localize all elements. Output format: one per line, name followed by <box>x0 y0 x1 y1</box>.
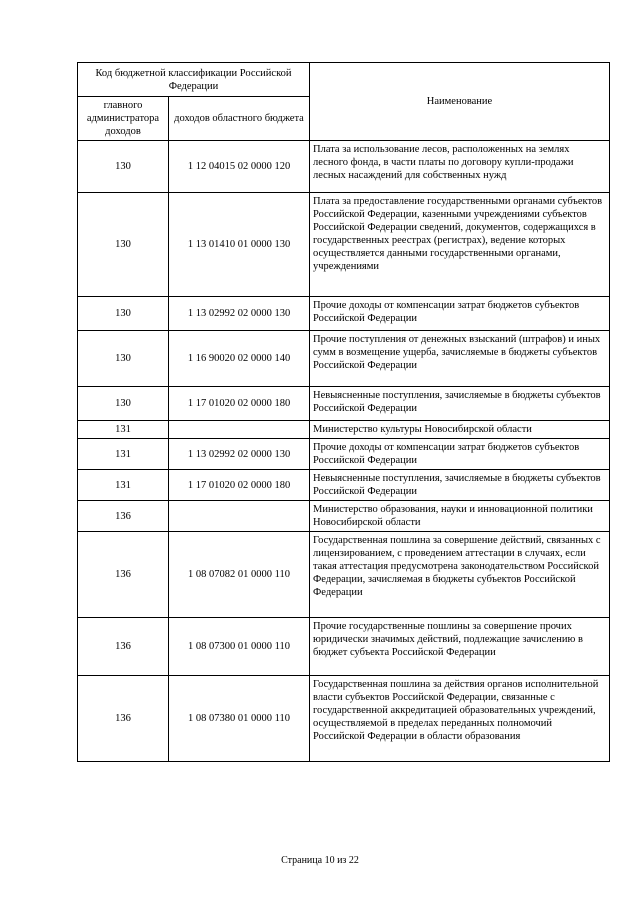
budget-code-cell <box>169 421 310 439</box>
table-row <box>78 193 610 297</box>
name-cell: Государственная пошлина за действия органов исполнительной власти субъектов Российской Федерации, связанные с государственной аккредитацией образовательных учреждений, осуществляемой в пределах переданных полномочий Российской Федерации в области образования <box>310 676 610 762</box>
budget-code-cell: 1 08 07380 01 0000 110 <box>169 676 310 762</box>
header-code: доходов областного бюджета <box>169 97 310 141</box>
table-row <box>78 387 610 421</box>
name-cell: Прочие поступления от денежных взысканий (штрафов) и иных сумм в возмещение ущерба, зачисляемые в бюджеты субъектов Российской Федерации <box>310 331 610 387</box>
budget-code-cell: 1 17 01020 02 0000 180 <box>169 470 310 501</box>
table-row <box>78 141 610 193</box>
admin-code-cell: 136 <box>78 618 169 676</box>
table-row <box>78 501 610 532</box>
table-row <box>78 421 610 439</box>
table-row <box>78 331 610 387</box>
header-admin: главного администратора доходов <box>78 97 169 141</box>
admin-code-cell: 131 <box>78 470 169 501</box>
admin-code-cell: 130 <box>78 141 169 193</box>
name-cell: Министерство образования, науки и инновационной политики Новосибирской области <box>310 501 610 532</box>
name-cell: Прочие доходы от компенсации затрат бюджетов субъектов Российской Федерации <box>310 297 610 331</box>
budget-code-cell: 1 08 07082 01 0000 110 <box>169 532 310 618</box>
table-row <box>78 439 610 470</box>
admin-code-cell: 130 <box>78 387 169 421</box>
table-row <box>78 676 610 762</box>
name-cell: Министерство культуры Новосибирской области <box>310 421 610 439</box>
admin-code-cell: 136 <box>78 532 169 618</box>
admin-code-cell: 130 <box>78 297 169 331</box>
budget-classification-table <box>77 62 610 762</box>
admin-code-cell: 130 <box>78 193 169 297</box>
table-row <box>78 297 610 331</box>
budget-code-cell: 1 13 02992 02 0000 130 <box>169 439 310 470</box>
table-row <box>78 618 610 676</box>
name-cell: Прочие доходы от компенсации затрат бюджетов субъектов Российской Федерации <box>310 439 610 470</box>
name-cell: Невыясненные поступления, зачисляемые в бюджеты субъектов Российской Федерации <box>310 387 610 421</box>
admin-code-cell: 131 <box>78 439 169 470</box>
name-cell: Плата за использование лесов, расположенных на землях лесного фонда, в части платы по договору купли-продажи лесных насаждений для собственных нужд <box>310 141 610 193</box>
table-body <box>78 141 610 762</box>
budget-code-cell: 1 13 02992 02 0000 130 <box>169 297 310 331</box>
admin-code-cell: 136 <box>78 676 169 762</box>
header-name: Наименование <box>310 63 610 141</box>
budget-code-cell <box>169 501 310 532</box>
budget-code-cell: 1 12 04015 02 0000 120 <box>169 141 310 193</box>
page-footer: Страница 10 из 22 <box>281 855 359 866</box>
name-cell: Плата за предоставление государственными органами субъектов Российской Федерации, казенными учреждениями субъектов Российской Федерации сведений, документов, содержащихся в государственных реестрах (регистрах), ведение которых осуществляется данными государственными органами, учреждениями <box>310 193 610 297</box>
budget-code-cell: 1 16 90020 02 0000 140 <box>169 331 310 387</box>
admin-code-cell: 136 <box>78 501 169 532</box>
budget-code-cell: 1 08 07300 01 0000 110 <box>169 618 310 676</box>
budget-code-cell: 1 17 01020 02 0000 180 <box>169 387 310 421</box>
admin-code-cell: 131 <box>78 421 169 439</box>
name-cell: Прочие государственные пошлины за совершение прочих юридически значимых действий, подлежащие зачислению в бюджет субъекта Российской Федерации <box>310 618 610 676</box>
name-cell: Невыясненные поступления, зачисляемые в бюджеты субъектов Российской Федерации <box>310 470 610 501</box>
table-row <box>78 470 610 501</box>
name-cell: Государственная пошлина за совершение действий, связанных с лицензированием, с проведением аттестации в случаях, если такая аттестация предусмотрена законодательством Российской Федерации, зачисляемая в бюджеты субъектов Российской Федерации <box>310 532 610 618</box>
header-group: Код бюджетной классификации Российской Федерации <box>78 63 310 97</box>
table-row <box>78 532 610 618</box>
admin-code-cell: 130 <box>78 331 169 387</box>
budget-code-cell: 1 13 01410 01 0000 130 <box>169 193 310 297</box>
